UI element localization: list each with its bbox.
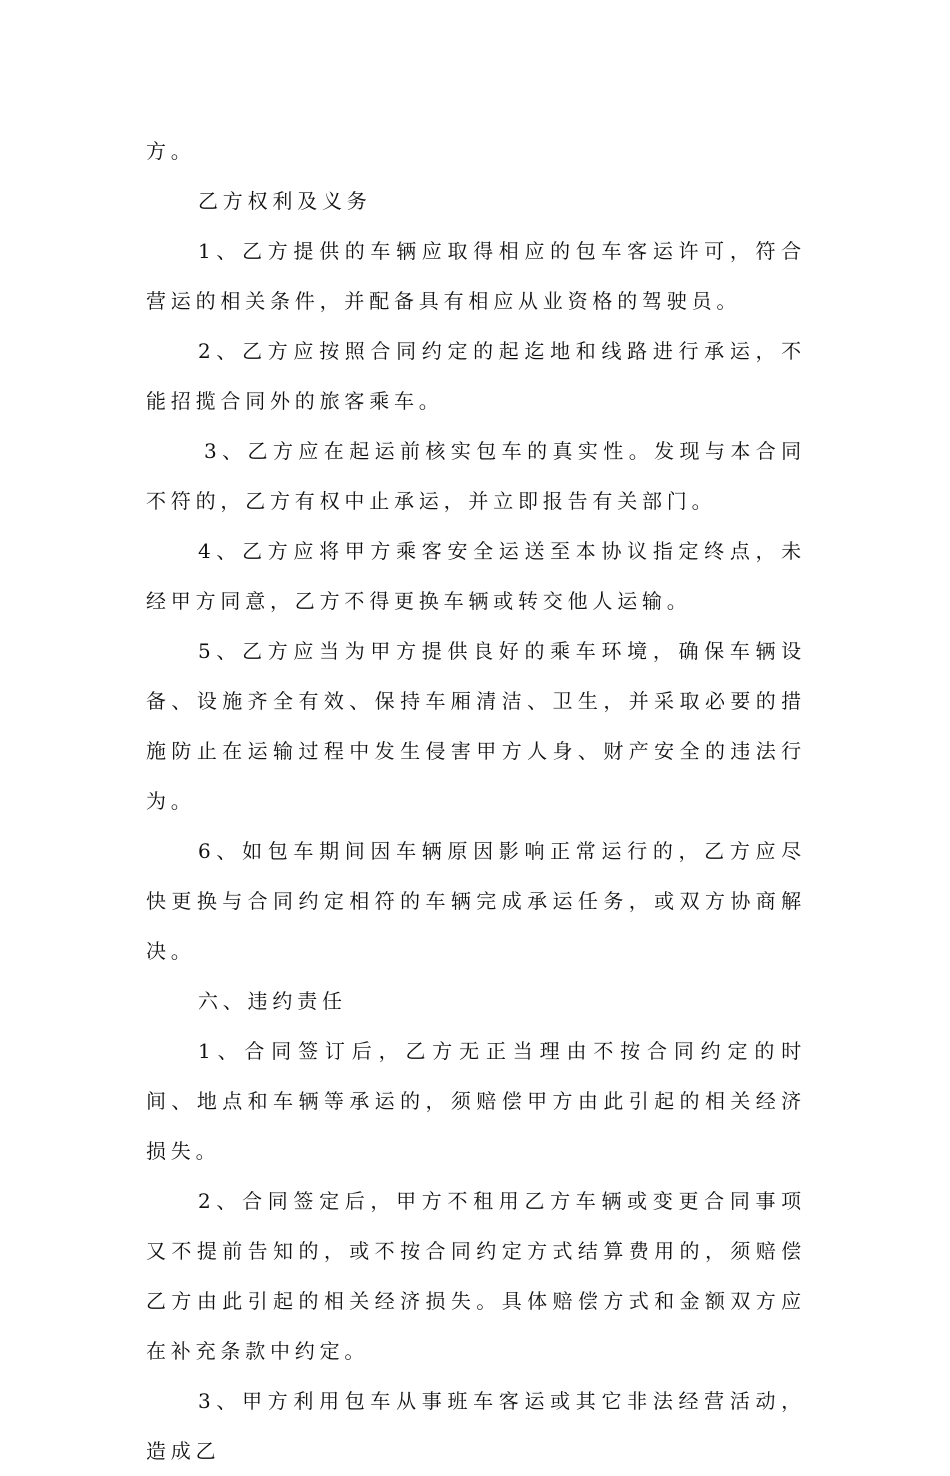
paragraph-liability-1: 1、合同签订后，乙方无正当理由不按合同约定的时间、地点和车辆等承运的，须赔偿甲方由此引起的相关经济损失。 <box>146 1039 806 1163</box>
paragraph-yi-2: 2、乙方应按照合同约定的起迄地和线路进行承运，不能招揽合同外的旅客乘车。 <box>146 339 806 413</box>
paragraph-liability-2: 2、合同签定后，甲方不租用乙方车辆或变更合同事项又不提前告知的，或不按合同约定方式结算费用的，须赔偿乙方由此引起的相关经济损失。具体赔偿方式和金额双方应在补充条款中约定。 <box>146 1189 806 1363</box>
paragraph-yi-6: 6、如包车期间因车辆原因影响正常运行的，乙方应尽快更换与合同约定相符的车辆完成承运任务，或双方协商解决。 <box>146 839 806 963</box>
paragraph-yi-5: 5、乙方应当为甲方提供良好的乘车环境，确保车辆设备、设施齐全有效、保持车厢清洁、卫生，并采取必要的措施防止在运输过程中发生侵害甲方人身、财产安全的违法行为。 <box>146 639 806 813</box>
paragraph-liability-3: 3、甲方利用包车从事班车客运或其它非法经营活动，造成乙 <box>146 1389 806 1463</box>
section-heading-liability: 六、违约责任 <box>198 989 347 1013</box>
paragraph-yi-3: 3、乙方应在起运前核实包车的真实性。发现与本合同不符的，乙方有权中止承运，并立即报告有关部门。 <box>146 439 806 513</box>
paragraph-1: 方。 <box>146 139 196 163</box>
paragraph-yi-4: 4、乙方应将甲方乘客安全运送至本协议指定终点，未经甲方同意，乙方不得更换车辆或转交他人运输。 <box>146 539 806 613</box>
section-heading-yi-rights: 乙方权利及义务 <box>198 189 372 213</box>
document-body <box>146 126 806 1476</box>
paragraph-yi-1: 1、乙方提供的车辆应取得相应的包车客运许可，符合营运的相关条件，并配备具有相应从业资格的驾驶员。 <box>146 239 806 313</box>
